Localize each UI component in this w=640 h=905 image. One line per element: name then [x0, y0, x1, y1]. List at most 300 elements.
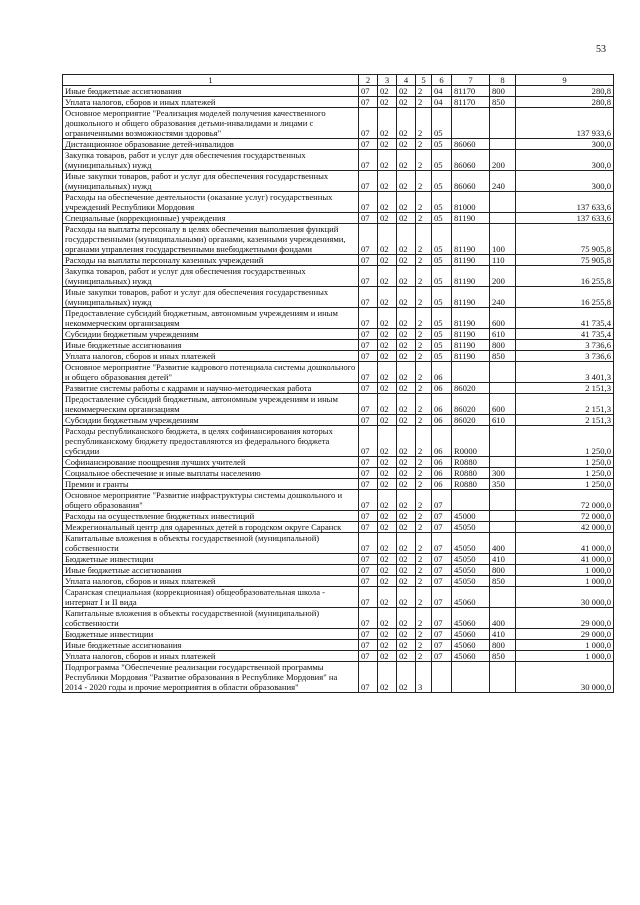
row-name: Субсидии бюджетным учреждениям [63, 329, 359, 340]
code-cell: 07 [359, 266, 378, 287]
amount-cell: 41 735,4 [516, 308, 614, 329]
code-cell: 05 [432, 340, 452, 351]
code-cell: 07 [359, 565, 378, 576]
col-header: 9 [516, 75, 614, 86]
table-row [63, 662, 614, 693]
amount-cell: 1 250,0 [516, 457, 614, 468]
code-cell: 05 [432, 308, 452, 329]
code-cell: 07 [359, 415, 378, 426]
code-cell: 45060 [452, 587, 490, 608]
code-cell: 2 [416, 522, 432, 533]
code-cell [490, 426, 516, 457]
code-cell: 05 [432, 150, 452, 171]
row-name: Уплата налогов, сборов и иных платежей [63, 97, 359, 108]
code-cell: 02 [378, 479, 397, 490]
code-cell: 2 [416, 362, 432, 383]
code-cell: 02 [397, 415, 416, 426]
code-cell: 410 [490, 629, 516, 640]
row-name: Уплата налогов, сборов и иных платежей [63, 351, 359, 362]
code-cell: 2 [416, 139, 432, 150]
code-cell: 06 [432, 426, 452, 457]
code-cell: 100 [490, 224, 516, 255]
code-cell: 45050 [452, 522, 490, 533]
code-cell: 02 [378, 139, 397, 150]
code-cell: 02 [378, 266, 397, 287]
code-cell: 02 [378, 171, 397, 192]
code-cell: 81190 [452, 224, 490, 255]
code-cell: 800 [490, 340, 516, 351]
table-row [63, 97, 614, 108]
row-name: Расходы на обеспечение деятельности (оказание услуг) государственных учреждений Республики Мордовия [63, 192, 359, 213]
amount-cell: 2 151,3 [516, 383, 614, 394]
code-cell: 45050 [452, 576, 490, 587]
code-cell: 2 [416, 587, 432, 608]
code-cell [490, 108, 516, 139]
code-cell: 600 [490, 394, 516, 415]
code-cell: 07 [359, 394, 378, 415]
code-cell: 07 [432, 565, 452, 576]
code-cell: 02 [397, 213, 416, 224]
code-cell: 02 [378, 192, 397, 213]
code-cell: 07 [359, 533, 378, 554]
code-cell: 06 [432, 362, 452, 383]
code-cell: 07 [359, 86, 378, 97]
code-cell: 81190 [452, 308, 490, 329]
code-cell: 45060 [452, 629, 490, 640]
code-cell: 02 [397, 394, 416, 415]
code-cell [452, 108, 490, 139]
code-cell: 2 [416, 640, 432, 651]
code-cell: 2 [416, 224, 432, 255]
amount-cell: 72 000,0 [516, 511, 614, 522]
row-name: Иные бюджетные ассигнования [63, 640, 359, 651]
table-row [63, 213, 614, 224]
code-cell: 02 [378, 213, 397, 224]
table-row [63, 533, 614, 554]
code-cell: 02 [397, 383, 416, 394]
code-cell [490, 213, 516, 224]
code-cell: 02 [397, 662, 416, 693]
table-row [63, 340, 614, 351]
code-cell: 07 [359, 97, 378, 108]
code-cell: 600 [490, 308, 516, 329]
amount-cell: 137 633,6 [516, 192, 614, 213]
code-cell: 2 [416, 394, 432, 415]
code-cell: 2 [416, 351, 432, 362]
code-cell: 02 [378, 533, 397, 554]
code-cell: 610 [490, 415, 516, 426]
table-row [63, 351, 614, 362]
code-cell: 86020 [452, 383, 490, 394]
code-cell: 02 [397, 468, 416, 479]
code-cell: 02 [397, 86, 416, 97]
code-cell: 610 [490, 329, 516, 340]
table-row [63, 287, 614, 308]
code-cell: 2 [416, 415, 432, 426]
code-cell: 2 [416, 171, 432, 192]
row-name: Капитальные вложения в объекты государственной (муниципальной) собственности [63, 608, 359, 629]
code-cell: 02 [397, 351, 416, 362]
code-cell: 2 [416, 329, 432, 340]
code-cell: 02 [397, 576, 416, 587]
code-cell: 02 [397, 340, 416, 351]
code-cell: 02 [378, 629, 397, 640]
row-name: Развитие системы работы с кадрами и научно-методическая работа [63, 383, 359, 394]
row-name: Социальное обеспечение и иные выплаты населению [63, 468, 359, 479]
code-cell: 02 [397, 554, 416, 565]
code-cell: 05 [432, 351, 452, 362]
amount-cell: 29 000,0 [516, 608, 614, 629]
code-cell: 02 [378, 150, 397, 171]
code-cell: 02 [397, 457, 416, 468]
code-cell: 2 [416, 629, 432, 640]
code-cell: 45050 [452, 533, 490, 554]
code-cell: R0880 [452, 479, 490, 490]
table-row [63, 511, 614, 522]
code-cell [432, 662, 452, 693]
code-cell: 45060 [452, 640, 490, 651]
table-row [63, 608, 614, 629]
code-cell: 04 [432, 97, 452, 108]
code-cell: 02 [397, 255, 416, 266]
table-row [63, 308, 614, 329]
code-cell: 81190 [452, 340, 490, 351]
code-cell: 07 [359, 587, 378, 608]
code-cell: 07 [359, 340, 378, 351]
code-cell: R0880 [452, 457, 490, 468]
code-cell: 07 [432, 522, 452, 533]
amount-cell: 280,8 [516, 86, 614, 97]
code-cell: 02 [378, 651, 397, 662]
code-cell: 02 [397, 308, 416, 329]
code-cell: 07 [432, 554, 452, 565]
code-cell: 02 [378, 640, 397, 651]
code-cell: 02 [397, 565, 416, 576]
code-cell: 81190 [452, 287, 490, 308]
code-cell: 07 [359, 490, 378, 511]
table-row [63, 139, 614, 150]
code-cell: 07 [432, 608, 452, 629]
amount-cell: 29 000,0 [516, 629, 614, 640]
amount-cell: 1 000,0 [516, 565, 614, 576]
row-name: Иные бюджетные ассигнования [63, 340, 359, 351]
table-row [63, 468, 614, 479]
code-cell: 07 [359, 522, 378, 533]
table-row [63, 192, 614, 213]
code-cell: 850 [490, 651, 516, 662]
amount-cell: 300,0 [516, 150, 614, 171]
code-cell: 07 [359, 629, 378, 640]
code-cell: 86020 [452, 415, 490, 426]
table-row [63, 415, 614, 426]
amount-value: 2 151,3 [585, 415, 611, 425]
code-cell: 07 [432, 533, 452, 554]
amount-cell: 137 933,6 [516, 108, 614, 139]
code-cell: 07 [359, 640, 378, 651]
code-cell: 45060 [452, 651, 490, 662]
code-cell [490, 490, 516, 511]
code-cell: 05 [432, 266, 452, 287]
row-name: Закупка товаров, работ и услуг для обеспечения государственных (муниципальных) нужд [63, 150, 359, 171]
code-cell: 45000 [452, 511, 490, 522]
table-row [63, 426, 614, 457]
amount-cell: 41 000,0 [516, 533, 614, 554]
code-cell: 2 [416, 266, 432, 287]
table-row [63, 329, 614, 340]
code-cell: 05 [432, 255, 452, 266]
code-cell: 07 [359, 224, 378, 255]
code-cell: 07 [359, 139, 378, 150]
code-cell: 86020 [452, 394, 490, 415]
code-cell: 07 [359, 576, 378, 587]
col-header: 8 [490, 75, 516, 86]
amount-value: 137 633,6 [576, 213, 611, 223]
code-cell [490, 511, 516, 522]
code-cell: 06 [432, 415, 452, 426]
code-cell: 05 [432, 108, 452, 139]
code-cell: 02 [378, 468, 397, 479]
amount-cell [516, 351, 614, 362]
code-cell: 81190 [452, 351, 490, 362]
amount-cell: 1 250,0 [516, 479, 614, 490]
row-name: Иные бюджетные ассигнования [63, 86, 359, 97]
code-cell: 400 [490, 608, 516, 629]
code-cell: 06 [432, 468, 452, 479]
amount-cell [516, 213, 614, 224]
row-name: Подпрограмма "Обеспечение реализации государственной программы Республики Мордовия "Развитие образования в Республике Мордовия" на 2014 - 2020 годы и прочие мероприятия в области образования" [63, 662, 359, 693]
code-cell [490, 139, 516, 150]
row-name: Иные бюджетные ассигнования [63, 565, 359, 576]
table-row [63, 522, 614, 533]
code-cell: 800 [490, 565, 516, 576]
code-cell: 02 [378, 608, 397, 629]
code-cell: 200 [490, 150, 516, 171]
code-cell: 07 [359, 308, 378, 329]
code-cell [490, 587, 516, 608]
code-cell: 07 [359, 287, 378, 308]
code-cell: 2 [416, 468, 432, 479]
code-cell: 02 [378, 287, 397, 308]
code-cell: 81190 [452, 266, 490, 287]
code-cell: 07 [359, 608, 378, 629]
row-name: Премии и гранты [63, 479, 359, 490]
code-cell: 850 [490, 576, 516, 587]
code-cell: 02 [378, 490, 397, 511]
code-cell [490, 662, 516, 693]
code-cell: 2 [416, 287, 432, 308]
row-name: Предоставление субсидий бюджетным, автономным учреждениям и иным некоммерческим организациям [63, 308, 359, 329]
code-cell: 07 [359, 426, 378, 457]
code-cell: 02 [378, 522, 397, 533]
code-cell: 07 [359, 255, 378, 266]
code-cell: 02 [378, 362, 397, 383]
code-cell: 02 [378, 554, 397, 565]
code-cell [490, 522, 516, 533]
code-cell: 02 [397, 479, 416, 490]
code-cell: 02 [397, 192, 416, 213]
code-cell: 07 [432, 651, 452, 662]
amount-value: 3 736,6 [585, 351, 611, 361]
row-name: Субсидии бюджетным учреждениям [63, 415, 359, 426]
code-cell: 02 [378, 576, 397, 587]
code-cell: 07 [432, 511, 452, 522]
amount-cell: 2 151,3 [516, 394, 614, 415]
code-cell: 02 [378, 511, 397, 522]
code-cell: 07 [359, 662, 378, 693]
code-cell: 2 [416, 576, 432, 587]
code-cell: 05 [432, 329, 452, 340]
code-cell: 800 [490, 640, 516, 651]
code-cell: 02 [378, 426, 397, 457]
code-cell: 110 [490, 255, 516, 266]
code-cell: 800 [490, 86, 516, 97]
code-cell: 350 [490, 479, 516, 490]
row-name: Капитальные вложения в объекты государственной (муниципальной) собственности [63, 533, 359, 554]
code-cell: 02 [378, 329, 397, 340]
amount-cell [516, 415, 614, 426]
code-cell: R0880 [452, 468, 490, 479]
code-cell: 2 [416, 255, 432, 266]
code-cell: 02 [397, 224, 416, 255]
code-cell: 06 [432, 457, 452, 468]
page-number: 53 [596, 44, 606, 55]
row-name: Бюджетные инвестиции [63, 554, 359, 565]
code-cell: 850 [490, 351, 516, 362]
amount-cell: 41 000,0 [516, 554, 614, 565]
code-cell: 07 [359, 383, 378, 394]
code-cell: 02 [378, 97, 397, 108]
code-cell [452, 490, 490, 511]
table-row [63, 565, 614, 576]
code-cell: 07 [359, 351, 378, 362]
table-row [63, 629, 614, 640]
code-cell: 02 [397, 171, 416, 192]
row-name: Предоставление субсидий бюджетным, автономным учреждениям и иным некоммерческим организациям [63, 394, 359, 415]
code-cell: 02 [378, 351, 397, 362]
code-cell: 81170 [452, 97, 490, 108]
code-cell: 2 [416, 308, 432, 329]
code-cell: 02 [397, 490, 416, 511]
code-cell: 07 [359, 511, 378, 522]
code-cell: 06 [432, 394, 452, 415]
code-cell: 86060 [452, 171, 490, 192]
code-cell: 400 [490, 533, 516, 554]
code-cell: 2 [416, 457, 432, 468]
code-cell: 06 [432, 383, 452, 394]
code-cell: 02 [397, 608, 416, 629]
row-name: Расходы на выплаты персоналу казенных учреждений [63, 255, 359, 266]
table-row [63, 640, 614, 651]
code-cell: 07 [359, 192, 378, 213]
code-cell: 200 [490, 266, 516, 287]
col-header: 3 [378, 75, 397, 86]
col-header: 7 [452, 75, 490, 86]
amount-cell: 75 905,8 [516, 255, 614, 266]
code-cell: 81190 [452, 329, 490, 340]
table-row [63, 108, 614, 139]
row-name: Иные закупки товаров, работ и услуг для обеспечения государственных (муниципальных) нужд [63, 287, 359, 308]
code-cell: 2 [416, 533, 432, 554]
code-cell: 06 [432, 479, 452, 490]
row-name: Расходы республиканского бюджета, в целях софинансирования которых республиканскому бюджету предоставляются из федерального бюджета субсидии [63, 426, 359, 457]
code-cell: 07 [432, 587, 452, 608]
code-cell: 02 [397, 139, 416, 150]
row-name: Саранская специальная (коррекционная) общеобразовательная школа - интернат I и II вида [63, 587, 359, 608]
col-header: 4 [397, 75, 416, 86]
amount-cell: 30 000,0 [516, 587, 614, 608]
code-cell: 05 [432, 287, 452, 308]
code-cell: 850 [490, 97, 516, 108]
code-cell: 86060 [452, 139, 490, 150]
code-cell: 02 [378, 565, 397, 576]
amount-cell: 1 250,0 [516, 426, 614, 457]
row-name: Расходы на осуществление бюджетных инвестиций [63, 511, 359, 522]
header-row [63, 75, 614, 86]
code-cell [490, 457, 516, 468]
code-cell [490, 362, 516, 383]
code-cell: 2 [416, 608, 432, 629]
amount-cell: 41 735,4 [516, 329, 614, 340]
amount-cell: 3 401,3 [516, 362, 614, 383]
code-cell: 07 [359, 213, 378, 224]
table-row [63, 651, 614, 662]
code-cell: 02 [378, 86, 397, 97]
col-header: 2 [359, 75, 378, 86]
row-name: Бюджетные инвестиции [63, 629, 359, 640]
code-cell: 02 [378, 415, 397, 426]
row-name: Уплата налогов, сборов и иных платежей [63, 576, 359, 587]
amount-cell: 75 905,8 [516, 224, 614, 255]
row-name: Закупка товаров, работ и услуг для обеспечения государственных (муниципальных) нужд [63, 266, 359, 287]
code-cell: 05 [432, 171, 452, 192]
table-row [63, 362, 614, 383]
amount-cell: 280,8 [516, 97, 614, 108]
table-row [63, 255, 614, 266]
table-row [63, 490, 614, 511]
code-cell: 07 [432, 629, 452, 640]
code-cell: 240 [490, 171, 516, 192]
amount-cell: 30 000,0 [516, 662, 614, 693]
code-cell: 07 [359, 362, 378, 383]
code-cell: 2 [416, 150, 432, 171]
code-cell: 07 [359, 479, 378, 490]
row-name: Межрегиональный центр для одаренных детей в городском округе Саранск [63, 522, 359, 533]
amount-cell: 1 250,0 [516, 468, 614, 479]
code-cell: 02 [397, 533, 416, 554]
code-cell: 02 [397, 522, 416, 533]
col-header: 5 [416, 75, 432, 86]
code-cell: 02 [378, 308, 397, 329]
row-name: Уплата налогов, сборов и иных платежей [63, 651, 359, 662]
table-row [63, 266, 614, 287]
table-row [63, 171, 614, 192]
code-cell: 02 [378, 224, 397, 255]
table-row [63, 479, 614, 490]
code-cell [452, 362, 490, 383]
code-cell: 07 [359, 108, 378, 139]
code-cell: 02 [397, 266, 416, 287]
code-cell: 300 [490, 468, 516, 479]
amount-cell: 3 736,6 [516, 340, 614, 351]
col-header: 1 [63, 75, 359, 86]
code-cell: 2 [416, 651, 432, 662]
code-cell: 02 [397, 97, 416, 108]
code-cell: 81000 [452, 192, 490, 213]
code-cell: 02 [397, 150, 416, 171]
table-row [63, 383, 614, 394]
code-cell [490, 192, 516, 213]
code-cell: 2 [416, 340, 432, 351]
